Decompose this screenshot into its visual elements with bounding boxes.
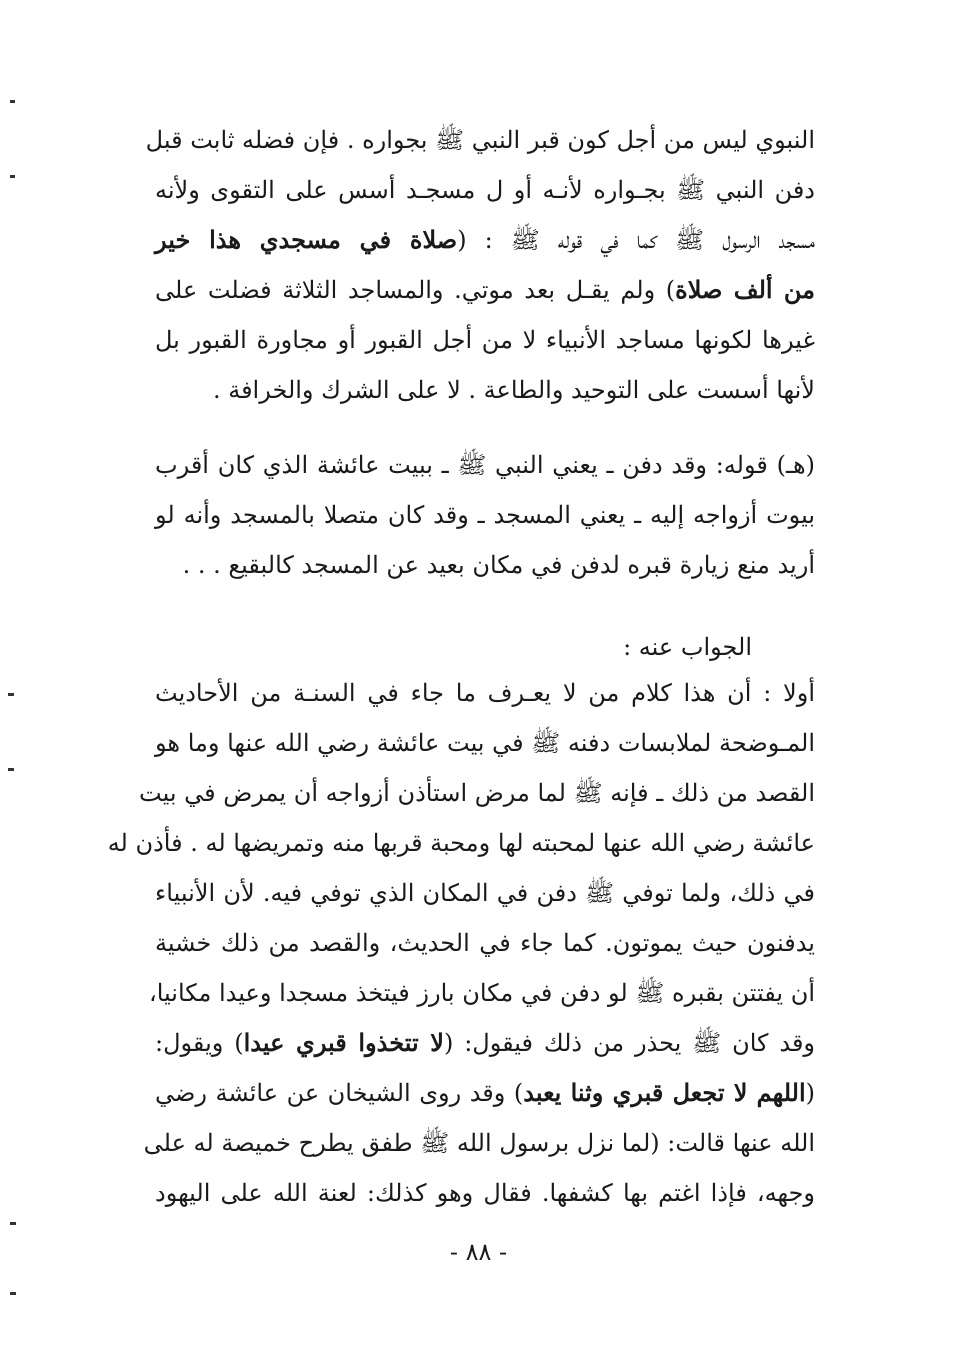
heading-text: الجواب عنه : xyxy=(623,633,752,661)
text-line: أريد منع زيارة قبره لدفن في مكان بعيد عن المسجد كالبقيع . . . xyxy=(182,551,815,579)
text-line: دفن النبي ﷺ بجـواره لأنـه أو ل مسجـد أسس على التقوى ولأنه xyxy=(155,176,815,204)
text-line: بيوت أزواجه إليه ـ يعني المسجد ـ وقد كان متصلا بالمسجد وأنه لو xyxy=(155,501,815,529)
text-line: وقد كان ﷺ يحذر من ذلك فيقول: (لا تتخذوا قبري عيدا) ويقول: xyxy=(155,1028,816,1057)
scan-mark xyxy=(10,1292,16,1295)
hadith-quote: لا تتخذوا قبري عيدا xyxy=(243,1028,444,1057)
text-line: الله عنها قالت: (لما نزل برسول الله ﷺ طفق يطرح خميصة له على xyxy=(143,1129,815,1157)
text-line: النبوي ليس من أجل كون قبر النبي ﷺ بجواره . فإن فضله ثابت قبل xyxy=(145,126,815,154)
scan-mark xyxy=(8,693,14,696)
text-line: المـوضحة لملابسات دفنه ﷺ في بيت عائشة رضي الله عنها وما هو xyxy=(155,729,815,757)
text-line: أولا : أن هذا كلام من لا يعـرف ما جاء في السنـة من الأحاديث xyxy=(155,679,816,707)
scan-mark xyxy=(10,100,15,103)
text-line: وجهه، فإذا اغتم بها كشفها. فقال وهو كذلك: لعنة الله على اليهود xyxy=(155,1179,815,1207)
paragraph-3 xyxy=(107,668,816,1218)
text-line: غيرها لكونها مساجد الأنبياء لا من أجل القبور أو مجاورة القبور بل xyxy=(155,326,815,354)
hadith-quote: من ألف صلاة xyxy=(675,275,815,304)
scan-mark xyxy=(10,1222,16,1225)
text-line: مسجد الرسول ﷺ كما في قوله ﷺ : (صلاة في مسجدي هذا خير xyxy=(155,225,815,254)
text-line: من ألف صلاة) ولم يقـل بعد موتي. والمساجد الثلاثة فضلت على xyxy=(155,275,815,304)
hadith-quote: صلاة في مسجدي هذا خير xyxy=(155,225,458,254)
hadith-quote: اللهم لا تجعل قبري وثنا يعبد xyxy=(523,1078,806,1107)
text-line: القصد من ذلك ـ فإنه ﷺ لما مرض استأذن أزواجه أن يمرض في بيت xyxy=(139,779,815,807)
scan-mark xyxy=(8,768,14,771)
text-line: في ذلك، ولما توفي ﷺ دفن في المكان الذي توفي فيه. لأن الأنبياء xyxy=(155,879,815,907)
answer-heading xyxy=(452,622,752,672)
page-number: - ٨٨ - xyxy=(449,1238,508,1266)
paragraph-2 xyxy=(155,440,815,590)
text-line: (اللهم لا تجعل قبري وثنا يعبد) وقد روى الشيخان عن عائشة رضي xyxy=(155,1078,815,1107)
scan-mark xyxy=(10,175,15,178)
text-line: (هـ) قوله: وقد دفن ـ يعني النبي ﷺ ـ ببيت عائشة الذي كان أقرب xyxy=(155,451,815,479)
text-line: أن يفتتن بقبره ﷺ لو دفن في مكان بارز فيتخذ مسجدا وعيدا مكانيا، xyxy=(148,979,815,1007)
text-line: عائشة رضي الله عنها لمحبته لها ومحبة قربها منه وتمريضها له . فأذن له xyxy=(107,829,815,857)
text-line: يدفنون حيث يموتون. كما جاء في الحديث، والقصد من ذلك خشية xyxy=(155,929,815,957)
paragraph-1 xyxy=(145,115,815,415)
text-line: لأنها أسست على التوحيد والطاعة . لا على الشرك والخرافة . xyxy=(212,376,815,404)
